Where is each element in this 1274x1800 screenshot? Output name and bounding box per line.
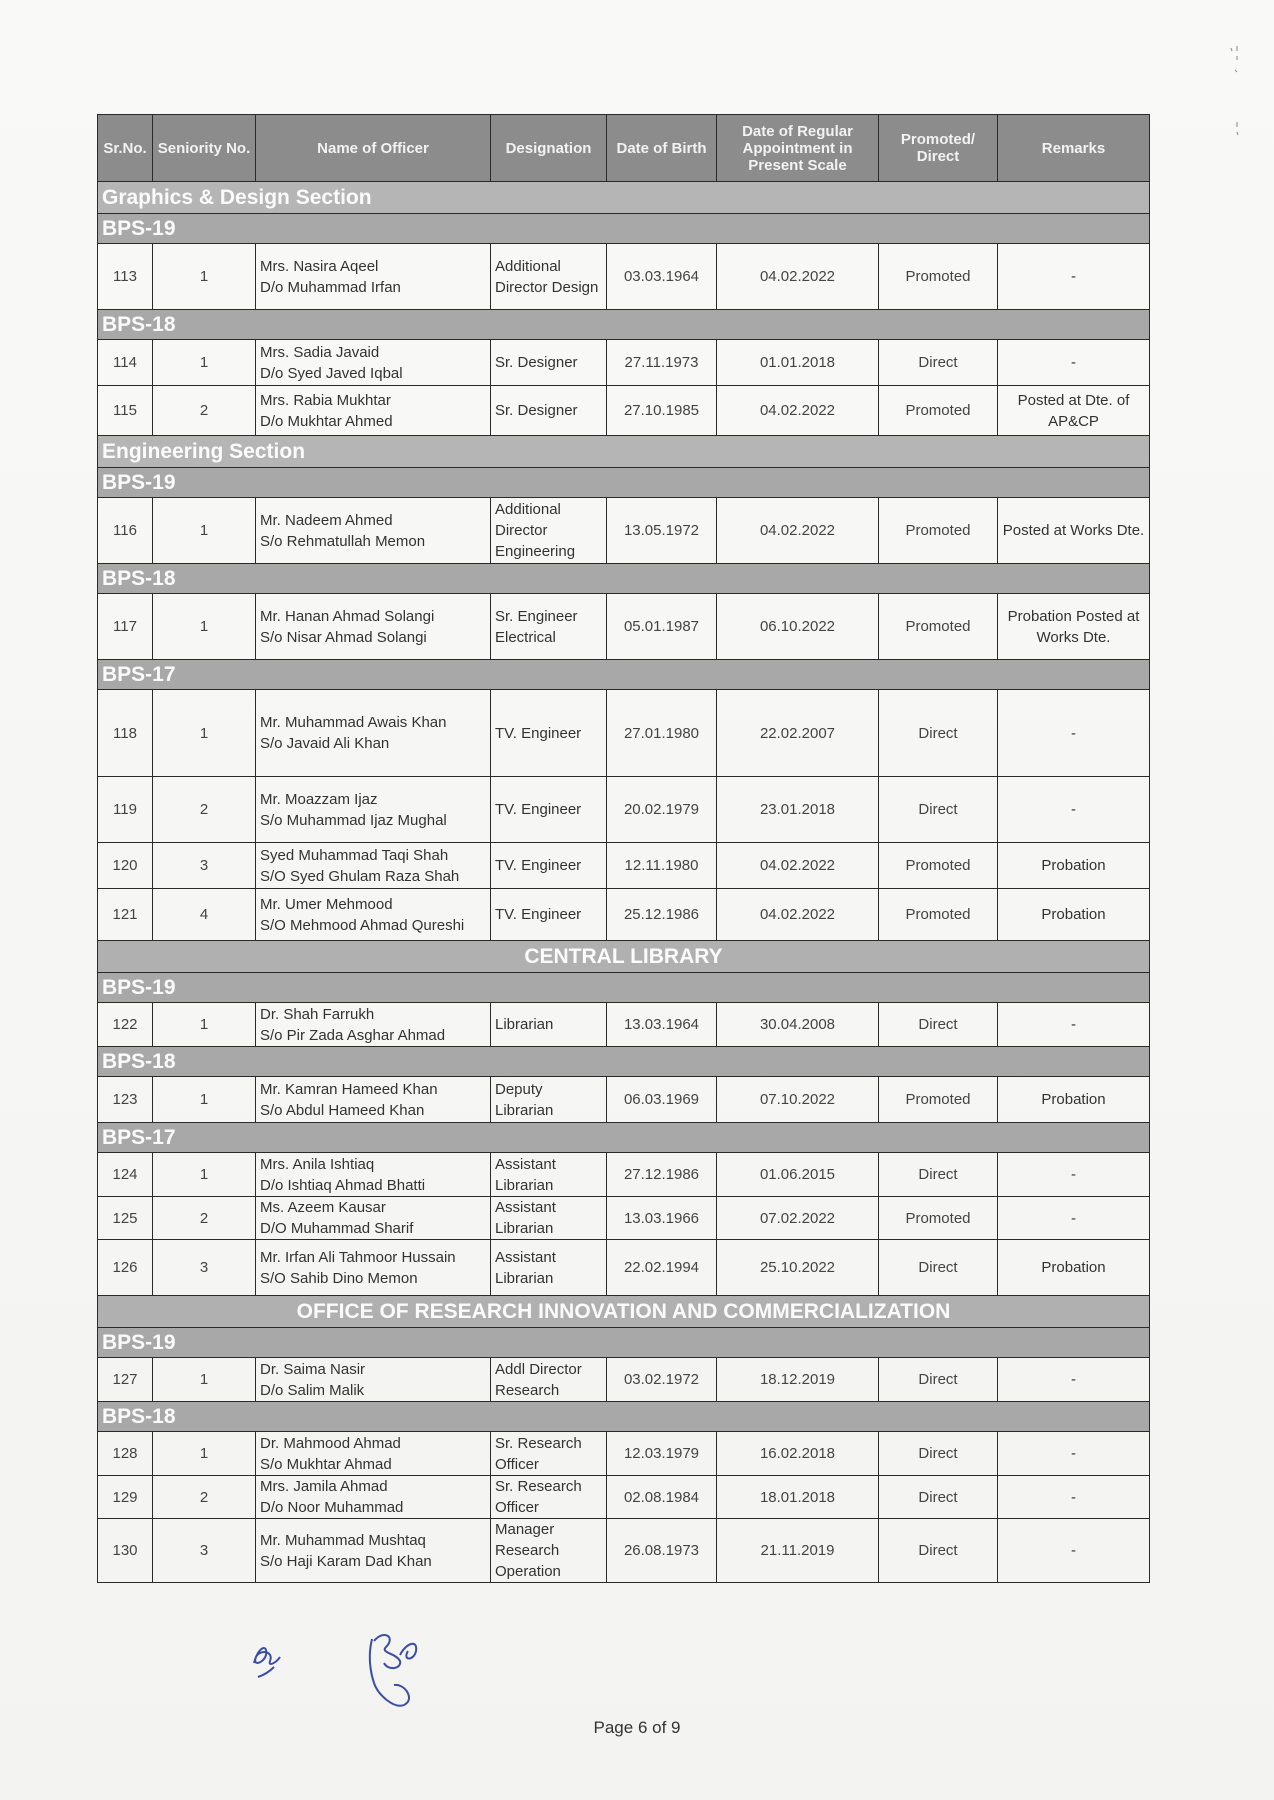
officer-name-line: Mr. Umer Mehmood: [260, 895, 393, 913]
table-row: [98, 1003, 1150, 1047]
cell-designation: Sr. Designer: [491, 340, 607, 386]
cell-officer-name: [256, 594, 491, 660]
cell-appointment-date: 18.01.2018: [717, 1476, 879, 1519]
bps-grade-row: [98, 973, 1150, 1003]
cell-designation: Addl Director Research: [491, 1358, 607, 1402]
cell-promoted-direct: Promoted: [879, 498, 998, 564]
header-designation: Designation: [491, 115, 607, 182]
cell-seniority-no: 3: [153, 1240, 256, 1296]
cell-sr-no: 117: [98, 594, 153, 660]
officer-parentage-line: S/o Haji Karam Dad Khan: [260, 1552, 432, 1570]
cell-designation: Deputy Librarian: [491, 1077, 607, 1123]
cell-remarks: -: [998, 244, 1150, 310]
cell-seniority-no: 1: [153, 340, 256, 386]
cell-promoted-direct: Direct: [879, 1153, 998, 1197]
cell-seniority-no: 4: [153, 889, 256, 941]
section-header-row: [98, 436, 1150, 468]
bps-grade-label: BPS-17: [98, 1123, 1150, 1153]
bps-grade-row: [98, 214, 1150, 244]
cell-date-of-birth: 27.10.1985: [607, 386, 717, 436]
cell-seniority-no: 1: [153, 690, 256, 777]
cell-sr-no: 127: [98, 1358, 153, 1402]
cell-date-of-birth: 27.01.1980: [607, 690, 717, 777]
cell-seniority-no: 1: [153, 594, 256, 660]
table-row: [98, 777, 1150, 843]
cell-remarks: -: [998, 340, 1150, 386]
table-body: [98, 182, 1150, 1583]
section-title: Graphics & Design Section: [98, 182, 1150, 214]
cell-designation: Assistant Librarian: [491, 1153, 607, 1197]
cell-promoted-direct: Direct: [879, 777, 998, 843]
cell-remarks: Probation Posted at Works Dte.: [998, 594, 1150, 660]
officer-parentage-line: D/o Muhammad Irfan: [260, 278, 401, 296]
cell-officer-name: [256, 244, 491, 310]
officer-name-line: Mr. Irfan Ali Tahmoor Hussain: [260, 1248, 456, 1266]
cell-officer-name: [256, 1432, 491, 1476]
officer-parentage-line: S/o Abdul Hameed Khan: [260, 1101, 425, 1119]
officer-parentage-line: D/o Syed Javed Iqbal: [260, 364, 403, 382]
officer-parentage-line: D/O Muhammad Sharif: [260, 1220, 414, 1237]
cell-promoted-direct: Direct: [879, 1476, 998, 1519]
header-appointment-date: Date of Regular Appointment in Present Scale: [717, 115, 879, 182]
cell-promoted-direct: Promoted: [879, 386, 998, 436]
table-row: [98, 1432, 1150, 1476]
cell-seniority-no: 2: [153, 1476, 256, 1519]
cell-date-of-birth: 05.01.1987: [607, 594, 717, 660]
cell-sr-no: 130: [98, 1519, 153, 1583]
cell-designation: Manager Research Operation: [491, 1519, 607, 1583]
header-promoted-direct: Promoted/ Direct: [879, 115, 998, 182]
officer-name-line: Syed Muhammad Taqi Shah: [260, 846, 449, 864]
officer-name-line: Mr. Muhammad Mushtaq: [260, 1531, 426, 1549]
table-row: [98, 498, 1150, 564]
cell-date-of-birth: 02.08.1984: [607, 1476, 717, 1519]
cell-date-of-birth: 27.12.1986: [607, 1153, 717, 1197]
table-row: [98, 1153, 1150, 1197]
cell-officer-name: [256, 777, 491, 843]
officer-name-line: Dr. Saima Nasir: [260, 1360, 366, 1378]
cell-promoted-direct: Direct: [879, 1432, 998, 1476]
cell-appointment-date: 07.02.2022: [717, 1197, 879, 1240]
cell-seniority-no: 2: [153, 777, 256, 843]
bps-grade-row: [98, 1123, 1150, 1153]
bps-grade-row: [98, 1047, 1150, 1077]
cell-remarks: -: [998, 690, 1150, 777]
cell-appointment-date: 23.01.2018: [717, 777, 879, 843]
cell-appointment-date: 01.06.2015: [717, 1153, 879, 1197]
cell-remarks: Probation: [998, 1240, 1150, 1296]
cell-officer-name: [256, 1476, 491, 1519]
table-row: [98, 340, 1150, 386]
cell-seniority-no: 1: [153, 1153, 256, 1197]
officer-name-line: Mrs. Sadia Javaid: [260, 343, 380, 361]
bps-grade-label: BPS-18: [98, 1402, 1150, 1432]
header-name: Name of Officer: [256, 115, 491, 182]
cell-seniority-no: 3: [153, 843, 256, 889]
bps-grade-label: BPS-18: [98, 564, 1150, 594]
page-number: Page 6 of 9: [593, 1718, 681, 1737]
cell-sr-no: 125: [98, 1197, 153, 1240]
cell-promoted-direct: Promoted: [879, 1197, 998, 1240]
cell-designation: TV. Engineer: [491, 843, 607, 889]
cell-date-of-birth: 03.03.1964: [607, 244, 717, 310]
bps-grade-label: BPS-17: [98, 660, 1150, 690]
cell-remarks: -: [998, 1197, 1150, 1240]
cell-remarks: -: [998, 777, 1150, 843]
cell-seniority-no: 1: [153, 1003, 256, 1047]
section-header-row: [98, 182, 1150, 214]
cell-sr-no: 123: [98, 1077, 153, 1123]
cell-remarks: -: [998, 1519, 1150, 1583]
officer-parentage-line: S/o Pir Zada Asghar Ahmad: [260, 1026, 446, 1044]
cell-appointment-date: 25.10.2022: [717, 1240, 879, 1296]
cell-date-of-birth: 12.03.1979: [607, 1432, 717, 1476]
cell-remarks: Probation: [998, 843, 1150, 889]
cell-officer-name: [256, 1240, 491, 1296]
officer-name-line: Mrs. Rabia Mukhtar: [260, 391, 391, 409]
header-date-of-birth: Date of Birth: [607, 115, 717, 182]
section-title: CENTRAL LIBRARY: [98, 941, 1150, 973]
table-row: [98, 1476, 1150, 1519]
cell-sr-no: 116: [98, 498, 153, 564]
officer-name-line: Mr. Muhammad Awais Khan: [260, 714, 447, 731]
cell-seniority-no: 1: [153, 498, 256, 564]
officer-parentage-line: S/o Javaid Ali Khan: [260, 735, 390, 752]
cell-sr-no: 128: [98, 1432, 153, 1476]
cell-sr-no: 118: [98, 690, 153, 777]
cell-designation: Additional Director Engineering: [491, 498, 607, 564]
bps-grade-label: BPS-19: [98, 468, 1150, 498]
officer-name-line: Dr. Shah Farrukh: [260, 1005, 375, 1023]
cell-remarks: -: [998, 1358, 1150, 1402]
cell-officer-name: [256, 1358, 491, 1402]
cell-appointment-date: 18.12.2019: [717, 1358, 879, 1402]
cell-appointment-date: 04.02.2022: [717, 889, 879, 941]
cell-appointment-date: 16.02.2018: [717, 1432, 879, 1476]
cell-appointment-date: 04.02.2022: [717, 386, 879, 436]
cell-appointment-date: 04.02.2022: [717, 244, 879, 310]
cell-seniority-no: 1: [153, 244, 256, 310]
header-seniority-no: Seniority No.: [153, 115, 256, 182]
cell-remarks: -: [998, 1153, 1150, 1197]
cell-remarks: Probation: [998, 889, 1150, 941]
bps-grade-label: BPS-18: [98, 310, 1150, 340]
officer-name-line: Mr. Nadeem Ahmed: [260, 511, 393, 529]
bps-grade-row: [98, 660, 1150, 690]
cell-appointment-date: 06.10.2022: [717, 594, 879, 660]
cell-officer-name: [256, 1197, 491, 1240]
seniority-table: [97, 114, 1150, 1583]
cell-officer-name: [256, 386, 491, 436]
cell-sr-no: 122: [98, 1003, 153, 1047]
bps-grade-row: [98, 310, 1150, 340]
cell-appointment-date: 21.11.2019: [717, 1519, 879, 1583]
cell-promoted-direct: Promoted: [879, 889, 998, 941]
cell-designation: Sr. Designer: [491, 386, 607, 436]
table-row: [98, 594, 1150, 660]
cell-designation: TV. Engineer: [491, 889, 607, 941]
cell-date-of-birth: 13.05.1972: [607, 498, 717, 564]
officer-parentage-line: S/O Syed Ghulam Raza Shah: [260, 867, 460, 885]
cell-appointment-date: 07.10.2022: [717, 1077, 879, 1123]
cell-officer-name: [256, 1077, 491, 1123]
cell-promoted-direct: Direct: [879, 1519, 998, 1583]
cell-sr-no: 126: [98, 1240, 153, 1296]
cell-date-of-birth: 03.02.1972: [607, 1358, 717, 1402]
cell-appointment-date: 04.02.2022: [717, 843, 879, 889]
cell-officer-name: [256, 340, 491, 386]
cell-sr-no: 121: [98, 889, 153, 941]
table-row: [98, 1519, 1150, 1583]
cell-officer-name: [256, 1003, 491, 1047]
cell-date-of-birth: 22.02.1994: [607, 1240, 717, 1296]
cell-date-of-birth: 12.11.1980: [607, 843, 717, 889]
cell-sr-no: 119: [98, 777, 153, 843]
cell-promoted-direct: Promoted: [879, 244, 998, 310]
cell-seniority-no: 2: [153, 386, 256, 436]
cell-designation: Sr. Engineer Electrical: [491, 594, 607, 660]
signature: [360, 1625, 440, 1715]
cell-officer-name: [256, 889, 491, 941]
cell-designation: Sr. Research Officer: [491, 1432, 607, 1476]
table-row: [98, 690, 1150, 777]
cell-promoted-direct: Promoted: [879, 594, 998, 660]
cell-officer-name: [256, 843, 491, 889]
officer-name-line: Mr. Moazzam Ijaz: [260, 790, 378, 808]
bps-grade-label: BPS-18: [98, 1047, 1150, 1077]
cell-officer-name: [256, 498, 491, 564]
officer-parentage-line: S/O Mehmood Ahmad Qureshi: [260, 916, 465, 934]
cell-remarks: Posted at Works Dte.: [998, 498, 1150, 564]
officer-parentage-line: D/o Noor Muhammad: [260, 1499, 404, 1516]
table-row: [98, 386, 1150, 436]
cell-sr-no: 114: [98, 340, 153, 386]
bps-grade-row: [98, 1402, 1150, 1432]
table-row: [98, 1077, 1150, 1123]
bps-grade-label: BPS-19: [98, 1328, 1150, 1358]
cell-remarks: Probation: [998, 1077, 1150, 1123]
section-header-row: [98, 941, 1150, 973]
cell-seniority-no: 3: [153, 1519, 256, 1583]
officer-parentage-line: D/o Mukhtar Ahmed: [260, 412, 393, 430]
cell-seniority-no: 1: [153, 1432, 256, 1476]
cell-seniority-no: 1: [153, 1358, 256, 1402]
section-title: Engineering Section: [98, 436, 1150, 468]
cell-promoted-direct: Direct: [879, 1240, 998, 1296]
officer-parentage-line: S/o Rehmatullah Memon: [260, 532, 426, 550]
table-row: [98, 1240, 1150, 1296]
cell-designation: Additional Director Design: [491, 244, 607, 310]
cell-sr-no: 129: [98, 1476, 153, 1519]
officer-parentage-line: D/o Salim Malik: [260, 1381, 365, 1399]
officer-name-line: Mrs. Nasira Aqeel: [260, 257, 379, 275]
cell-promoted-direct: Promoted: [879, 843, 998, 889]
cell-remarks: -: [998, 1003, 1150, 1047]
table-row: [98, 1358, 1150, 1402]
cell-designation: TV. Engineer: [491, 777, 607, 843]
cell-sr-no: 124: [98, 1153, 153, 1197]
cell-promoted-direct: Direct: [879, 340, 998, 386]
table-row: [98, 244, 1150, 310]
cell-designation: Assistant Librarian: [491, 1197, 607, 1240]
cell-promoted-direct: Direct: [879, 1358, 998, 1402]
bps-grade-row: [98, 468, 1150, 498]
officer-parentage-line: S/o Mukhtar Ahmad: [260, 1455, 392, 1473]
officer-parentage-line: S/o Nisar Ahmad Solangi: [260, 628, 427, 646]
section-header-row: [98, 1296, 1150, 1328]
officer-name-line: Mr. Hanan Ahmad Solangi: [260, 607, 435, 625]
cell-sr-no: 115: [98, 386, 153, 436]
officer-parentage-line: S/O Sahib Dino Memon: [260, 1269, 418, 1287]
cell-sr-no: 120: [98, 843, 153, 889]
cell-designation: TV. Engineer: [491, 690, 607, 777]
cell-officer-name: [256, 1153, 491, 1197]
scan-edge-marks: [1225, 40, 1255, 140]
bps-grade-row: [98, 1328, 1150, 1358]
officer-name-line: Ms. Azeem Kausar: [260, 1199, 386, 1216]
cell-date-of-birth: 06.03.1969: [607, 1077, 717, 1123]
cell-appointment-date: 30.04.2008: [717, 1003, 879, 1047]
bps-grade-label: BPS-19: [98, 214, 1150, 244]
cell-date-of-birth: 25.12.1986: [607, 889, 717, 941]
table-row: [98, 1197, 1150, 1240]
cell-appointment-date: 22.02.2007: [717, 690, 879, 777]
officer-parentage-line: D/o Ishtiaq Ahmad Bhatti: [260, 1176, 426, 1194]
cell-promoted-direct: Direct: [879, 690, 998, 777]
officer-parentage-line: S/o Muhammad Ijaz Mughal: [260, 811, 447, 829]
table-row: [98, 843, 1150, 889]
cell-designation: Librarian: [491, 1003, 607, 1047]
cell-sr-no: 113: [98, 244, 153, 310]
cell-designation: Sr. Research Officer: [491, 1476, 607, 1519]
table-row: [98, 889, 1150, 941]
cell-date-of-birth: 27.11.1973: [607, 340, 717, 386]
cell-date-of-birth: 13.03.1966: [607, 1197, 717, 1240]
header-sr-no: Sr.No.: [98, 115, 153, 182]
cell-date-of-birth: 20.02.1979: [607, 777, 717, 843]
officer-name-line: Mrs. Jamila Ahmad: [260, 1478, 388, 1495]
cell-officer-name: [256, 690, 491, 777]
cell-remarks: -: [998, 1476, 1150, 1519]
cell-date-of-birth: 13.03.1964: [607, 1003, 717, 1047]
cell-seniority-no: 2: [153, 1197, 256, 1240]
cell-remarks: Posted at Dte. of AP&CP: [998, 386, 1150, 436]
initials-signature: [240, 1633, 300, 1693]
table-header: [98, 115, 1150, 182]
cell-appointment-date: 01.01.2018: [717, 340, 879, 386]
officer-name-line: Dr. Mahmood Ahmad: [260, 1434, 401, 1452]
cell-seniority-no: 1: [153, 1077, 256, 1123]
officer-name-line: Mr. Kamran Hameed Khan: [260, 1080, 438, 1098]
section-title: OFFICE OF RESEARCH INNOVATION AND COMMERCIALIZATION: [98, 1296, 1150, 1328]
cell-appointment-date: 04.02.2022: [717, 498, 879, 564]
cell-designation: Assistant Librarian: [491, 1240, 607, 1296]
officer-name-line: Mrs. Anila Ishtiaq: [260, 1155, 375, 1173]
cell-remarks: -: [998, 1432, 1150, 1476]
bps-grade-row: [98, 564, 1150, 594]
header-remarks: Remarks: [998, 115, 1150, 182]
cell-date-of-birth: 26.08.1973: [607, 1519, 717, 1583]
cell-officer-name: [256, 1519, 491, 1583]
cell-promoted-direct: Promoted: [879, 1077, 998, 1123]
bps-grade-label: BPS-19: [98, 973, 1150, 1003]
cell-promoted-direct: Direct: [879, 1003, 998, 1047]
